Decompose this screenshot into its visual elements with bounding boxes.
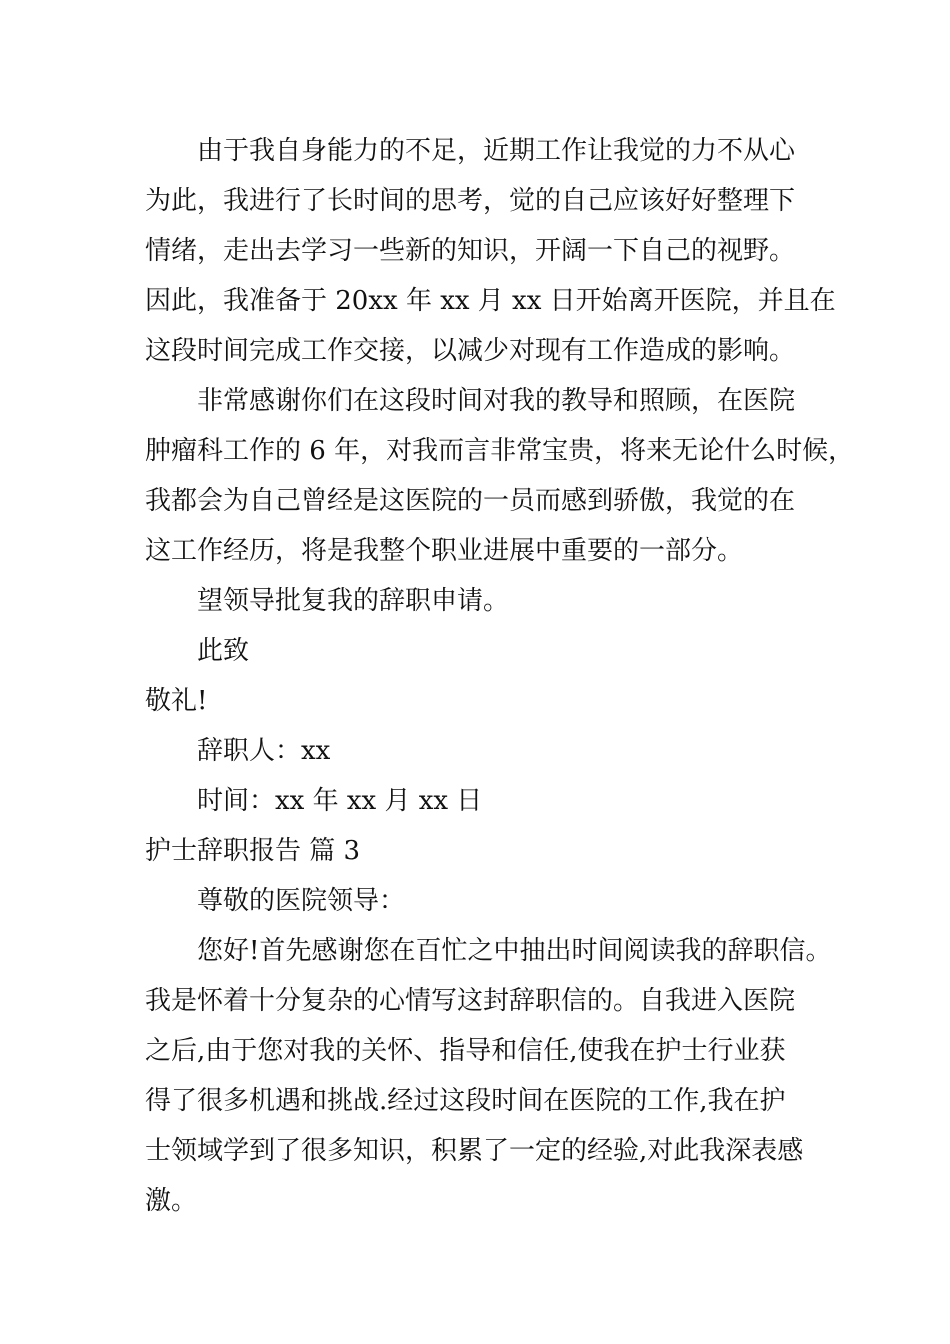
paragraph-line: 肿瘤科工作的 6 年，对我而言非常宝贵，将来无论什么时候， [145, 436, 855, 466]
closing-line: 此致 [197, 636, 250, 666]
paragraph-line: 士领域学到了很多知识，积累了一定的经验,对此我深表感 [145, 1136, 804, 1166]
greeting-line: 尊敬的医院领导： [197, 886, 406, 916]
paragraph-line: 得了很多机遇和挑战.经过这段时间在医院的工作,我在护 [145, 1086, 786, 1116]
date-line: 时间：xx 年 xx 月 xx 日 [197, 786, 483, 816]
paragraph-line: 我是怀着十分复杂的心情写这封辞职信的。自我进入医院 [145, 986, 796, 1016]
signer-line: 辞职人：xx [197, 736, 331, 766]
paragraph-line: 您好!首先感谢您在百忙之中抽出时间阅读我的辞职信。 [197, 936, 832, 966]
paragraph-line: 由于我自身能力的不足，近期工作让我觉的力不从心 [197, 136, 796, 166]
paragraph-line: 之后,由于您对我的关怀、指导和信任,使我在护士行业获 [145, 1036, 786, 1066]
request-line: 望领导批复我的辞职申请。 [197, 586, 510, 616]
paragraph-line: 为此，我进行了长时间的思考，觉的自己应该好好整理下 [145, 186, 796, 216]
paragraph-line: 情绪，走出去学习一些新的知识，开阔一下自己的视野。 [145, 236, 796, 266]
paragraph-line: 因此，我准备于 20xx 年 xx 月 xx 日开始离开医院，并且在 [145, 286, 836, 316]
paragraph-line: 我都会为自己曾经是这医院的一员而感到骄傲，我觉的在 [145, 486, 796, 516]
paragraph-line: 非常感谢你们在这段时间对我的教导和照顾，在医院 [197, 386, 796, 416]
salutation-line: 敬礼! [145, 686, 208, 716]
section-title: 护士辞职报告 篇 3 [145, 836, 361, 866]
paragraph-line: 这段时间完成工作交接，以减少对现有工作造成的影响。 [145, 336, 796, 366]
paragraph-line: 激。 [145, 1186, 198, 1216]
paragraph-line: 这工作经历，将是我整个职业进展中重要的一部分。 [145, 536, 744, 566]
